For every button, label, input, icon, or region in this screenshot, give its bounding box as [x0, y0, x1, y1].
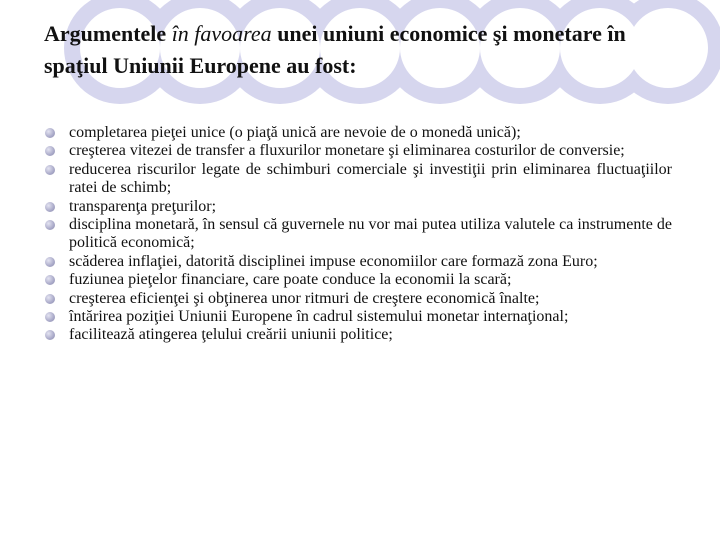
circle-bullet-icon	[45, 202, 55, 212]
list-item-text: completarea pieţei unice (o piaţă unică are nevoie de o monedă unică);	[69, 124, 521, 141]
list-item-text: disciplina monetară, în sensul că guvernele nu vor mai putea utiliza valutele ca instrumente de politică economică;	[69, 216, 672, 252]
circle-bullet-icon	[45, 275, 55, 285]
list-item	[44, 216, 672, 253]
list-item	[44, 308, 672, 326]
slide-title	[44, 18, 684, 82]
circle-bullet-icon	[45, 165, 55, 175]
circle-bullet-icon	[45, 220, 55, 230]
circle-bullet-icon	[45, 294, 55, 304]
list-item-text: reducerea riscurilor legate de schimburi comerciale şi investiţii prin eliminarea fluctuaţiilor ratei de schimb;	[69, 160, 672, 197]
list-item-text: scăderea inflaţiei, datorită disciplinei impuse economiilor care formază zona Euro;	[69, 252, 598, 270]
list-item-text: fuziunea pieţelor financiare, care poate conduce la economii la scară;	[69, 271, 512, 289]
circle-bullet-icon	[45, 146, 55, 156]
list-item	[44, 161, 672, 198]
list-item	[44, 142, 672, 160]
list-item	[44, 326, 672, 344]
circle-bullet-icon	[45, 257, 55, 267]
list-item-text: creşterea eficienţei şi obţinerea unor ritmuri de creştere economică înalte;	[69, 289, 540, 307]
list-item	[44, 290, 672, 308]
list-item	[44, 271, 672, 289]
circle-bullet-icon	[45, 128, 55, 138]
circle-bullet-icon	[45, 312, 55, 322]
list-item-text: facilitează atingerea ţelului creării uniunii politice;	[69, 326, 393, 344]
list-item-text: creşterea vitezei de transfer a fluxurilor monetare şi eliminarea costurilor de conversie;	[69, 142, 625, 160]
title-emphasis: în favoarea	[171, 21, 272, 46]
title-text-start: Argumentele	[44, 21, 172, 46]
circle-bullet-icon	[45, 330, 55, 340]
arguments-list	[44, 124, 672, 345]
list-item	[44, 253, 672, 271]
list-item-text: întărirea poziţiei Uniunii Europene în cadrul sistemului monetar internaţional;	[69, 308, 569, 326]
list-item	[44, 124, 672, 142]
list-item	[44, 198, 672, 216]
list-item-text: transparenţa preţurilor;	[69, 197, 217, 215]
title-text-end: unei uniuni economice şi monetare în spaţiul Uniunii Europene au fost:	[44, 21, 626, 78]
